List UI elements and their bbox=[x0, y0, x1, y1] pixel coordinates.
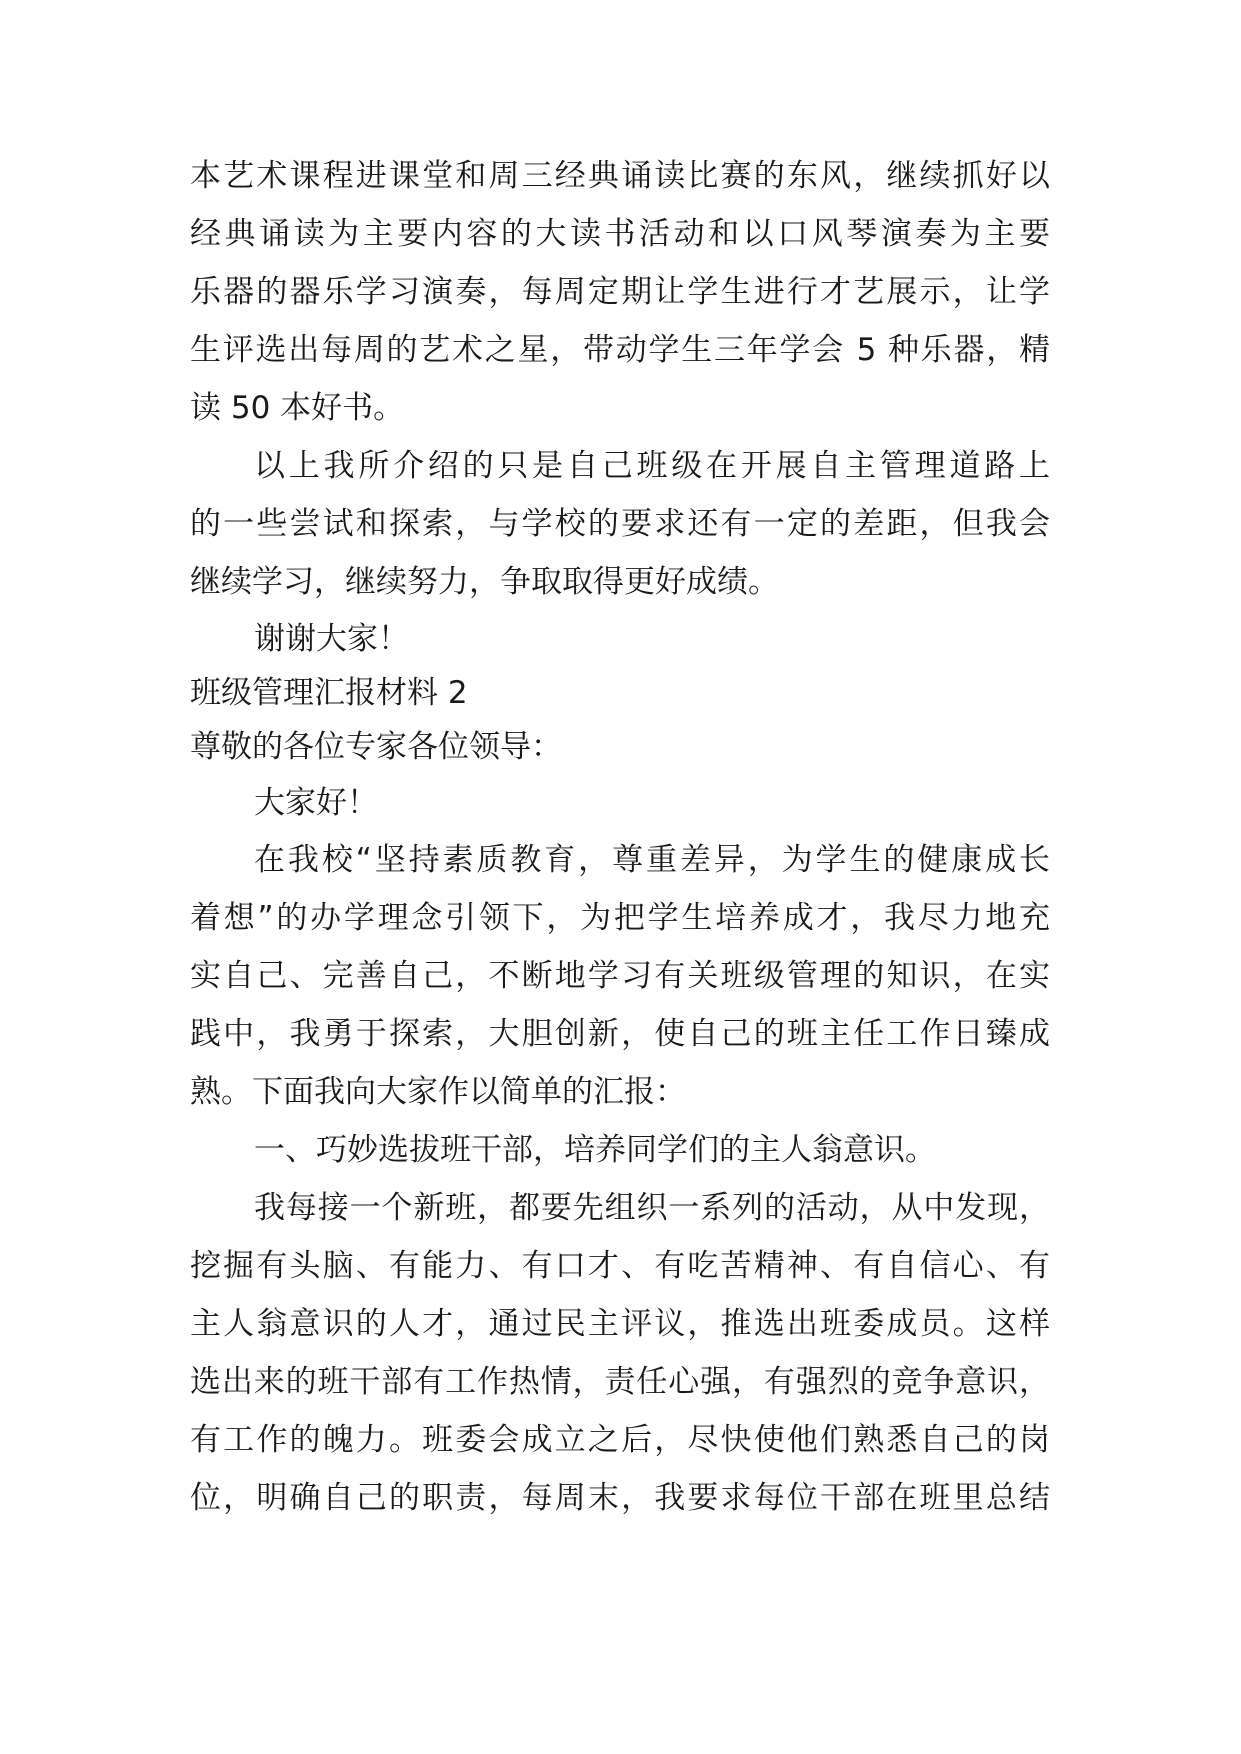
heading-line: 一、巧妙选拔班干部，培养同学们的主人翁意识。 bbox=[254, 1132, 936, 1168]
paragraph-line: 生评选出每周的艺术之星，带动学生三年学会 5 种乐器，精 bbox=[190, 332, 1050, 368]
paragraph-line: 主人翁意识的人才，通过民主评议，推选出班委成员。这样 bbox=[190, 1306, 1050, 1342]
paragraph-line: 有工作的魄力。班委会成立之后，尽快使他们熟悉自己的岗 bbox=[190, 1422, 1050, 1458]
section-title: 班级管理汇报材料 2 bbox=[190, 675, 468, 711]
paragraph-line: 的一些尝试和探索，与学校的要求还有一定的差距，但我会 bbox=[190, 506, 1050, 542]
paragraph-line: 我每接一个新班，都要先组织一系列的活动，从中发现， bbox=[254, 1190, 1050, 1226]
paragraph-line: 熟。下面我向大家作以简单的汇报： bbox=[190, 1074, 686, 1110]
salutation: 尊敬的各位专家各位领导： bbox=[190, 729, 562, 765]
paragraph-line: 挖掘有头脑、有能力、有口才、有吃苦精神、有自信心、有 bbox=[190, 1248, 1050, 1284]
paragraph-line: 实自己、完善自己，不断地学习有关班级管理的知识，在实 bbox=[190, 958, 1050, 994]
paragraph-line: 本艺术课程进课堂和周三经典诵读比赛的东风，继续抓好以 bbox=[190, 158, 1050, 194]
greeting: 大家好！ bbox=[254, 785, 378, 821]
paragraph-line: 位，明确自己的职责，每周末，我要求每位干部在班里总结 bbox=[190, 1480, 1050, 1516]
paragraph-line: 继续学习，继续努力，争取取得更好成绩。 bbox=[190, 564, 779, 600]
paragraph-line: 经典诵读为主要内容的大读书活动和以口风琴演奏为主要 bbox=[190, 216, 1050, 252]
thanks-line: 谢谢大家！ bbox=[254, 621, 409, 657]
paragraph-line: 读 50 本好书。 bbox=[190, 390, 405, 426]
paragraph-line: 在我校“坚持素质教育，尊重差异，为学生的健康成长 bbox=[254, 842, 1050, 878]
paragraph-line: 选出来的班干部有工作热情，责任心强，有强烈的竞争意识， bbox=[190, 1364, 1050, 1400]
paragraph-line: 乐器的器乐学习演奏，每周定期让学生进行才艺展示，让学 bbox=[190, 274, 1050, 310]
paragraph-line: 践中，我勇于探索，大胆创新，使自己的班主任工作日臻成 bbox=[190, 1016, 1050, 1052]
paragraph-line: 以上我所介绍的只是自己班级在开展自主管理道路上 bbox=[254, 448, 1050, 484]
paragraph-line: 着想”的办学理念引领下，为把学生培养成才，我尽力地充 bbox=[190, 900, 1050, 936]
